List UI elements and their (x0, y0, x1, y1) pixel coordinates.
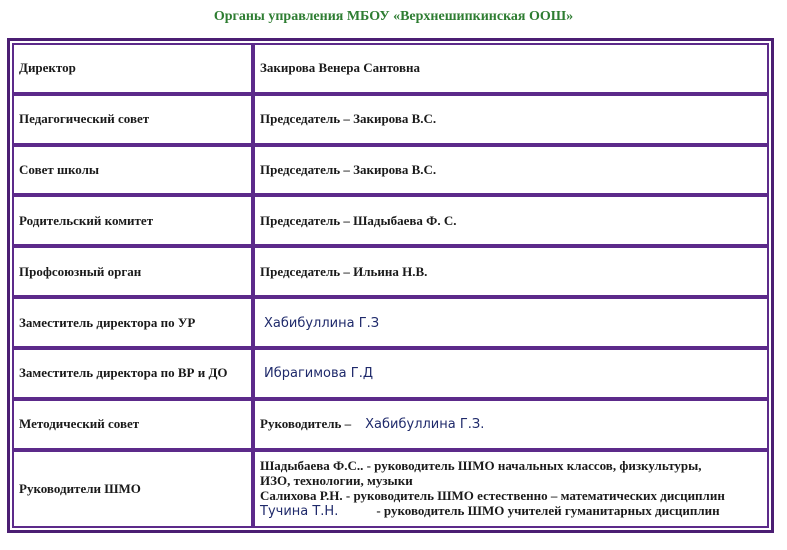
person-cell (253, 348, 769, 399)
table-row (12, 94, 769, 145)
person-name: Хабибуллина Г.З (264, 315, 380, 331)
person-cell: Председатель – Закирова В.С. (253, 145, 769, 196)
person-cell (253, 297, 769, 348)
person-name: Хабибуллина Г.З. (365, 417, 485, 433)
shmo-line: Шадыбаева Ф.С.. - руководитель ШМО начальных классов, физкультуры, (260, 458, 702, 474)
table-row (12, 399, 769, 450)
organ-cell: Заместитель директора по ВР и ДО (12, 348, 253, 399)
governance-table-frame (7, 38, 774, 533)
person-cell: Закирова Венера Сантовна (253, 43, 769, 94)
table-row (12, 348, 769, 399)
organ-cell: Заместитель директора по УР (12, 297, 253, 348)
person-cell: Председатель – Шадыбаева Ф. С. (253, 195, 769, 246)
table-row (12, 450, 769, 528)
organ-cell: Родительский комитет (12, 195, 253, 246)
table-row (12, 246, 769, 297)
table-row (12, 43, 769, 94)
person-cell: Председатель – Закирова В.С. (253, 94, 769, 145)
governance-table (12, 43, 769, 528)
person-cell (253, 399, 769, 450)
organ-cell: Профсоюзный орган (12, 246, 253, 297)
person-cell: Председатель – Ильина Н.В. (253, 246, 769, 297)
person-prefix: Руководитель – (260, 416, 352, 432)
organ-cell: Методический совет (12, 399, 253, 450)
person-name: Ибрагимова Г.Д (264, 366, 373, 382)
organ-cell: Педагогический совет (12, 94, 253, 145)
table-row (12, 297, 769, 348)
organ-cell: Директор (12, 43, 253, 94)
table-row (12, 145, 769, 196)
shmo-text: - руководитель ШМО учителей гуманитарных дисциплин (376, 503, 720, 519)
person-cell (253, 450, 769, 528)
person-name: Тучина Т.Н. (260, 504, 339, 520)
table-row (12, 195, 769, 246)
shmo-line: ИЗО, технологии, музыки (260, 473, 413, 489)
shmo-line: Салихова Р.Н. - руководитель ШМО естественно – математических дисциплин (260, 488, 725, 504)
organ-cell: Руководители ШМО (12, 450, 253, 528)
page-title: Органы управления МБОУ «Верхнешипкинская ООШ» (213, 9, 574, 24)
organ-cell: Совет школы (12, 145, 253, 196)
shmo-line (260, 503, 762, 519)
